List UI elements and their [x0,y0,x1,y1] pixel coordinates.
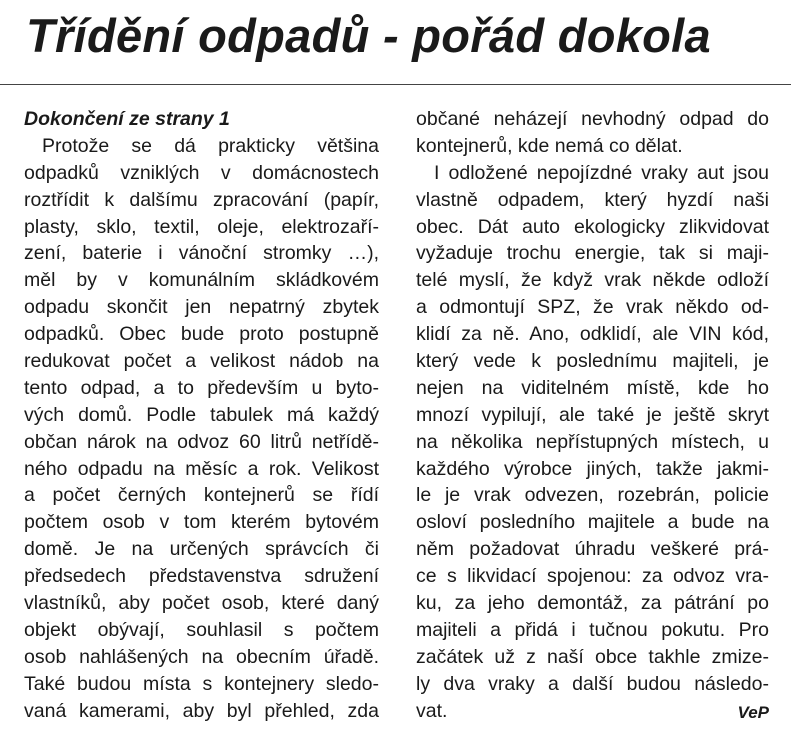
text-line: Protože se dá prakticky většina [42,134,379,157]
text-line: který vede k poslednímu majiteli, je [416,350,769,373]
text-line: občané neházejí nevhodný odpad do [416,108,769,130]
text-line: vaná kamerami, aby byl přehled, zda [24,699,379,722]
text-line: I odložené nepojízdné vraky aut jsou [434,161,769,184]
text-line: ku, za jeho demontáž, za pátrání po [416,592,769,615]
text-line: domě. Je na určených správcích či [24,538,379,561]
text-line: majiteli a přidá i tučnou pokutu. Pro [416,618,769,641]
text-line: ného odpadu na měsíc a rok. Velikost [24,457,379,480]
text-line: obec. Dát auto ekologicky zlikvidovat [416,215,769,238]
article-column-right [416,106,769,724]
text-line: kontejnerů, kde nemá co dělat. [416,134,683,157]
title-divider [0,84,791,85]
text-line: něm požadovat úhradu veškeré prá- [416,538,769,561]
text-line: zení, baterie i vánoční stromky …), [24,242,379,265]
text-line: vat. [416,699,448,722]
text-line: ly dva vraky a další budou následo- [416,672,769,695]
text-line: plasty, sklo, textil, oleje, elektrozaří- [24,215,379,238]
text-line: odpadu skončit jen nepatrný zbytek [24,296,379,319]
text-line: občan nárok na odvoz 60 litrů netřídě- [24,430,379,453]
text-line: předsedech představenstva sdružení [24,565,379,588]
final-line [416,698,769,725]
article-title: Třídění odpadů - pořád dokola [26,9,711,62]
text-line: každého výrobce jiných, takže jakmi- [416,457,769,480]
text-line: odpadků vzniklých v domácnostech [24,161,379,184]
author-signature: VeP [737,702,769,722]
text-line: vých domů. Podle tabulek má každý [24,403,379,426]
text-line: a odmontují SPZ, že vrak někdo od- [416,296,769,319]
article-column-left [24,106,379,724]
text-line: redukovat počet a velikost nádob na [24,350,379,373]
text-line: odpadků. Obec bude proto postupně [24,323,379,346]
text-line: objekt obývají, souhlasil s počtem [24,618,379,641]
text-line: le je vrak odvezen, rozebrán, policie [416,484,769,507]
text-line: Také budou místa s kontejnery sledo- [24,672,379,695]
text-line: počtem osob v tom kterém bytovém [24,511,379,534]
text-line: telé myslí, že když vrak někde odloží [416,269,769,292]
text-line: a počet černých kontejnerů se řídí [24,484,379,507]
text-line: ce s likvidací spojenou: za odvoz vra- [416,565,769,588]
text-line: tento odpad, a to především u byto- [24,376,379,399]
text-line: vlastně odpadem, který hyzdí naši [416,188,769,211]
text-line: klidí za ně. Ano, odklidí, ale VIN kód, [416,323,769,346]
text-line: osloví posledního majitele a bude na [416,511,769,534]
text-line: mnozí vypilují, ale také je ještě skryt [416,403,769,426]
text-line: měl by v komunálním skládkovém [24,269,379,292]
text-line: roztřídit k dalšímu zpracování (papír, [24,188,379,211]
continuation-note: Dokončení ze strany 1 [24,108,230,130]
text-line: vlastníků, aby počet osob, které daný [24,592,379,615]
text-line: vyžaduje trochu energie, tak si maji- [416,242,769,265]
text-line: na několika nepřístupných místech, u [416,430,769,453]
text-line: osob nahlášených na obecním úřadě. [24,645,379,668]
text-line: nejen na viditelném místě, kde ho [416,376,769,399]
text-line: začátek už z naší obce takhle zmize- [416,645,769,668]
